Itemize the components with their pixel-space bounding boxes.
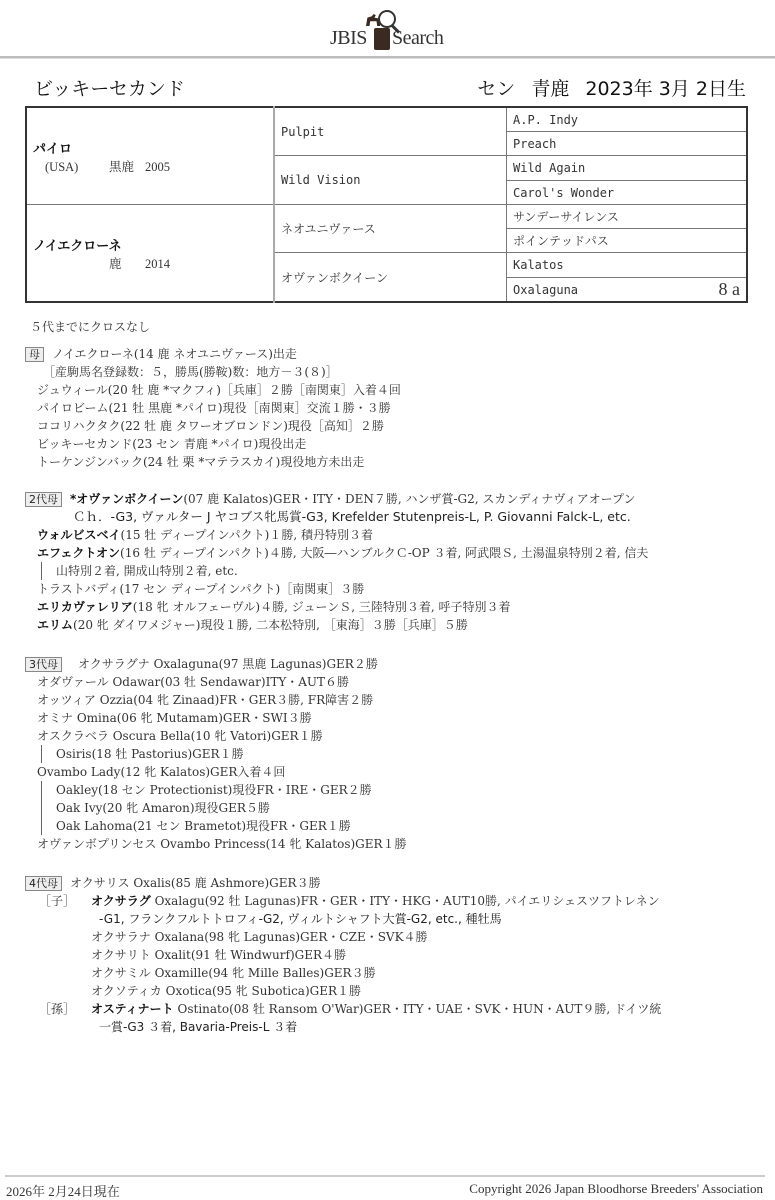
progeny-detail: (17 セン ディープインパクト)［南関東］３勝 [119, 582, 365, 596]
progeny-detail: オクサリト Oxalit(91 牡 Windwurf)GER４勝 [91, 948, 347, 962]
third-dam-line: Oakley(18 セン Protectionist)現役FR・IRE・GER２勝 [41, 781, 407, 799]
fourth-dam-head: オクサリス Oxalis(85 鹿 Ashmore)GER３勝 [70, 876, 321, 890]
pedigree-gen3[interactable]: Preach [507, 132, 748, 156]
horse-info [467, 74, 746, 101]
third-dam-line: オミナ Omina(06 牝 Mutamam)GER・SWI３勝 [37, 711, 312, 725]
horse-birth: 2023年 3月 2日生 [585, 78, 746, 100]
dam-cell[interactable] [26, 205, 274, 303]
dam-line: ビッキーセカンド(23 セン 青鹿 *パイロ)現役出走 [37, 437, 307, 451]
dam-year: 2014 [145, 256, 170, 271]
progeny-detail-cont: 山特別２着, 開成山特別２着, etc. [41, 562, 648, 580]
progeny-detail: (20 牝 ダイワメジャー)現役１勝, 二本松特別, ［東海］３勝［兵庫］５勝 [73, 618, 468, 632]
pedigree-gen3[interactable]: Oxalaguna [513, 282, 579, 297]
progeny-detail-cont: -G1, フランクフルトトロフィ-G2, ヴィルトシャフト大賞-G2, etc., 種牡馬 [99, 912, 502, 926]
dam-section [25, 345, 401, 471]
second-dam-name: *オヴァンボクイーン [70, 492, 184, 506]
section-tag: 4代母 [25, 876, 62, 891]
footer-copyright: Copyright 2026 Japan Bloodhorse Breeders' Association [469, 1181, 763, 1196]
fourth-dam-section [25, 874, 661, 1036]
progeny-detail: オクソティカ Oxotica(95 牝 Subotica)GER１勝 [91, 984, 362, 998]
progeny-name: エリム [37, 618, 74, 632]
sire-origin: (USA) [45, 159, 79, 174]
dam-color: 鹿 [109, 256, 122, 271]
sire-name[interactable]: パイロ [33, 141, 73, 157]
section-tag: 2代母 [25, 492, 62, 507]
third-dam-head: オクサラグナ Oxalaguna(97 黒鹿 Lagunas)GER２勝 [78, 657, 378, 671]
horse-name: ビッキーセカンド [34, 78, 185, 100]
progeny-name: トラストバディ [37, 582, 120, 596]
progeny-detail: Oxalagu(92 牡 Lagunas)FR・GER・ITY・HKG・AUT10勝, パイエリシェスツフトレネン [150, 894, 660, 908]
horse-title-row [34, 74, 746, 104]
logo-can-icon [374, 28, 390, 50]
dam-line: ココリハクタク(22 牡 鹿 タワーオブロンドン)現役［高知］２勝 [37, 419, 384, 433]
inbreeding-code: 8 a [718, 279, 740, 299]
section-tag: 3代母 [25, 657, 62, 672]
second-dam-detail-cont: Ｃｈ．-G3, ヴァルター J ヤコブス牝馬賞-G3, Krefelder Stutenpreis-L, P. Giovanni Falck-L, etc. [73, 509, 631, 524]
progeny-detail: オクサミル Oxamille(94 牝 Mille Balles)GER３勝 [91, 966, 376, 980]
third-dam-line: オヴァンボプリンセス Ovambo Princess(14 牝 Kalatos)GER１勝 [37, 837, 407, 851]
dam-line: ノイエクローネ(14 鹿 ネオユニヴァース)出走 [52, 347, 297, 361]
horse-sex: セン [477, 78, 516, 100]
grandchild-label: ［孫］ [39, 1002, 76, 1016]
child-label: ［子］ [39, 894, 76, 908]
dam-name[interactable]: ノイエクローネ [33, 238, 122, 254]
pedigree-gen3-last [507, 278, 748, 303]
third-dam-line: Ovambo Lady(12 牝 Kalatos)GER入着４回 [37, 765, 286, 779]
dam-line: パイロビーム(21 牡 黒鹿 *パイロ)現役［南関東］交流１勝・３勝 [37, 401, 391, 415]
third-dam-section [25, 655, 407, 853]
header [0, 0, 775, 56]
progeny-name: エフェクトオン [37, 546, 121, 560]
logo-text-left: JBIS [330, 27, 367, 49]
footer-date: 2026年 2月24日現在 [6, 1184, 120, 1199]
third-dam-line: オスクラベラ Oscura Bella(10 牝 Vatori)GER１勝 [37, 729, 323, 743]
pedigree-gen3[interactable]: Wild Again [507, 156, 748, 181]
section-tag: 母 [25, 347, 44, 362]
progeny-detail: Ostinato(08 牡 Ransom O'War)GER・ITY・UAE・SVK・HUN・AUT９勝, ドイツ統 [173, 1002, 662, 1016]
progeny-detail: (18 牝 オルフェーヴル)４勝, ジューンＳ, 三陸特別３着, 呼子特別３着 [132, 600, 511, 614]
dam-line: ［産駒馬名登録数：５，勝馬(勝鞍)数：地方－３(８)］ [43, 365, 338, 379]
third-dam-line: Oak Ivy(20 牝 Amaron)現役GER５勝 [41, 799, 407, 817]
second-dam-section [25, 490, 648, 634]
horse-color: 青鹿 [531, 78, 570, 100]
sire-cell[interactable] [26, 107, 274, 205]
jbis-search-logo[interactable] [330, 8, 460, 52]
progeny-detail: (16 牡 ディープインパクト)４勝, 大阪―ハンブルクＣ-OP ３着, 阿武隈Ｓ, 土湯温泉特別２着, 信夫 [120, 546, 649, 560]
dam-line: ジュウィール(20 牡 鹿 *マクフィ)［兵庫］２勝［南関東］入着４回 [37, 383, 401, 397]
second-dam-detail: (07 鹿 Kalatos)GER・ITY・DEN７勝, ハンザ賞-G2, スカンディナヴィアオープン [183, 492, 636, 506]
pedigree-gen2[interactable]: オヴァンボクイーン [274, 253, 507, 303]
progeny-detail-cont: 一賞-G3 ３着, Bavaria-Preis-L ３着 [99, 1020, 298, 1034]
third-dam-line: Osiris(18 牡 Pastorius)GER１勝 [41, 745, 407, 763]
header-divider [0, 56, 775, 59]
pedigree-gen3[interactable]: A.P. Indy [507, 107, 748, 132]
pedigree-gen3[interactable]: サンデーサイレンス [507, 205, 748, 229]
pedigree-gen2[interactable]: ネオユニヴァース [274, 205, 507, 253]
sire-year: 2005 [145, 159, 170, 174]
pedigree-gen3[interactable]: ポインテッドパス [507, 229, 748, 253]
logo-text-right: Search [392, 27, 444, 49]
progeny-detail: (15 牡 ディープインパクト)１勝, 積丹特別３着 [120, 528, 373, 542]
pedigree-gen2[interactable]: Pulpit [274, 107, 507, 156]
progeny-name: オスティナート [91, 1002, 174, 1016]
third-dam-line: Oak Lahoma(21 セン Brametot)現役FR・GER１勝 [41, 817, 407, 835]
progeny-name: オクサラグ [91, 894, 151, 908]
third-dam-line: オダヴァール Odawar(03 牡 Sendawar)ITY・AUT６勝 [37, 675, 350, 689]
third-dam-line: オッツィア Ozzia(04 牝 Zinaad)FR・GER３勝, FR障害２勝 [37, 693, 374, 707]
progeny-name: エリカヴァレリア [37, 600, 133, 614]
progeny-detail: オクサラナ Oxalana(98 牝 Lagunas)GER・CZE・SVK４勝 [91, 930, 428, 944]
progeny-name: ウォルビスベイ [37, 528, 121, 542]
pedigree-table [25, 106, 748, 303]
pedigree-gen2[interactable]: Wild Vision [274, 156, 507, 205]
cross-note: ５代までにクロスなし [30, 320, 151, 334]
sire-color: 黒鹿 [109, 159, 135, 174]
pedigree-gen3[interactable]: Kalatos [507, 253, 748, 278]
dam-line: トーケンジンバック(24 牡 栗 *マテラスカイ)現役地方未出走 [37, 455, 365, 469]
footer-divider [5, 1175, 765, 1177]
pedigree-gen3[interactable]: Carol's Wonder [507, 181, 748, 205]
